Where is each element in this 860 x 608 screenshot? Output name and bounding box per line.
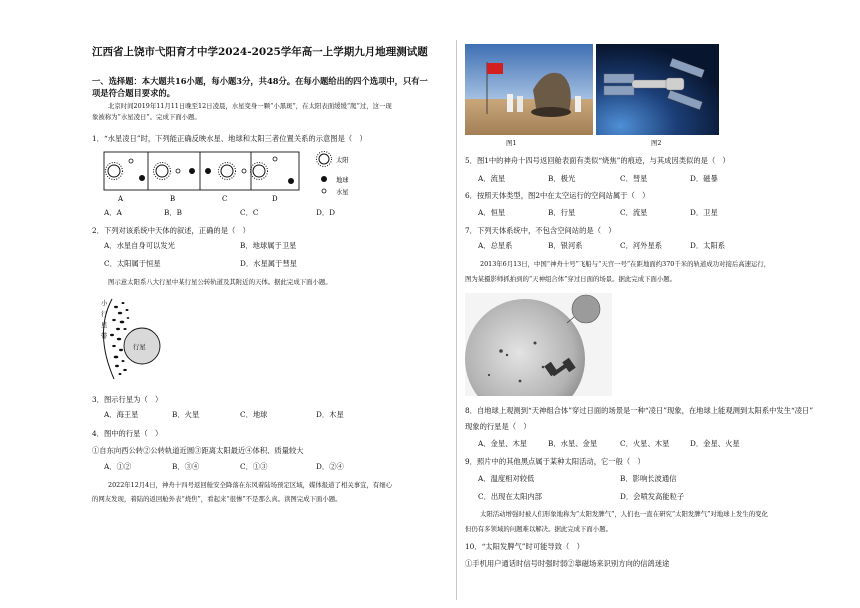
section-heading: 一、选择题：本大题共16小题，每小题3分，共48分。在每小题给出的四个选项中，只有一	[92, 76, 428, 86]
option-a-mercury-icon	[129, 159, 133, 163]
q1-option-d[interactable]: D．D	[316, 208, 335, 217]
q5-option-b[interactable]: B．极光	[548, 174, 576, 183]
q10-statements: ①手机用户通话时信号时强时弱②靠磁场来识别方向的信鸽迷途	[465, 559, 670, 568]
option-a-sun-icon	[106, 163, 123, 180]
asteroid-belt-label: 小行星带	[101, 299, 108, 340]
option-c-sun-icon	[219, 163, 236, 180]
q6-option-b[interactable]: B．行星	[548, 208, 576, 217]
diagram-label-b: B	[170, 195, 176, 203]
intro-paragraph-1: 北京时间2019年11月11日晚至12日凌晨，水星变身一颗“小黑斑”，在太阳表面缓缓“爬”过，这一现	[108, 102, 392, 110]
q1-option-a[interactable]: A．A	[104, 208, 122, 217]
legend-mercury-label: 水星	[336, 189, 349, 196]
flag-icon	[487, 63, 503, 74]
q9-option-b[interactable]: B．影响长波通信	[620, 474, 677, 483]
option-d-mercury-icon	[273, 157, 277, 161]
page-title: 江西省上饶市弋阳育才中学2024-2025学年高一上学期九月地理测试题	[92, 46, 428, 58]
legend-sun-icon	[317, 152, 332, 167]
question-7: 7．下列天体系统中，不包含空间站的是（ ）	[465, 226, 616, 235]
q9-option-a[interactable]: A．温度相对较低	[478, 474, 535, 483]
q1-option-c[interactable]: C．C	[240, 208, 259, 217]
q7-option-b[interactable]: B．银河系	[548, 241, 583, 250]
option-b-mercury-icon	[176, 169, 180, 173]
option-b-earth-icon	[189, 168, 195, 174]
question-8-cont: 现象的行星是（ ）	[465, 422, 531, 431]
q6-option-c[interactable]: C．流星	[620, 208, 648, 217]
capsule-photo	[465, 44, 593, 135]
figure-1-caption: 图1	[506, 139, 517, 147]
q2-option-d[interactable]: D．水星属于彗星	[240, 259, 297, 268]
q8-option-b[interactable]: B．水星、金星	[548, 439, 598, 448]
diagram-label-c: C	[222, 195, 228, 203]
figure-2-caption: 图2	[651, 139, 662, 147]
diagram-label-d: D	[272, 195, 278, 203]
q3-option-a[interactable]: A．海王星	[104, 410, 139, 419]
intro-paragraph-1-cont: 象被称为“水星凌日”。完成下面小题。	[92, 113, 201, 121]
question-1: 1．“水星凌日”时，下列能正确反映水星、地球和太阳三者位置关系的示意图是（ ）	[92, 134, 367, 143]
section-heading-cont: 项是符合题目要求的。	[92, 88, 175, 98]
column-divider	[456, 40, 457, 600]
q7-option-d[interactable]: D．太阳系	[690, 241, 726, 250]
sun-disc	[465, 299, 585, 396]
q9-option-d[interactable]: D．会喷发高能粒子	[620, 492, 685, 501]
q6-option-d[interactable]: D．卫星	[690, 208, 718, 217]
q2-option-a[interactable]: A．水星自身可以发光	[104, 241, 175, 250]
question-5: 5．图1中的神舟十四号返回舱表面有类似“烧焦”的痕迹，与其成因类似的是（ ）	[465, 156, 730, 165]
diagram-label-a: A	[118, 195, 124, 203]
legend-sun-label: 太阳	[336, 157, 349, 164]
option-a-earth-icon	[139, 175, 145, 181]
q8-option-a[interactable]: A．金星、木星	[478, 439, 528, 448]
question-3: 3．图示行星为（ ）	[92, 395, 163, 404]
sun-transit-photo	[465, 293, 612, 396]
q3-option-d[interactable]: D．木星	[316, 410, 344, 419]
legend-earth-label: 地球	[336, 177, 349, 184]
option-c-earth-icon	[205, 168, 211, 174]
q4-option-b[interactable]: B．③④	[172, 462, 200, 471]
q3-option-c[interactable]: C．地球	[240, 410, 268, 419]
option-b-sun-icon	[154, 163, 171, 180]
intro-paragraph-3: 2022年12月4日，神舟十四号返回舱安全降落在东风着陆场预定区域，媒体报道了相关事宜，有细心	[108, 481, 393, 489]
intro-paragraph-2: 图示意太阳系八大行星中某行星公转轨道及其附近的天体。据此完成下面小题。	[108, 278, 332, 286]
legend-earth-icon	[321, 176, 327, 182]
q5-option-d[interactable]: D．磁暴	[690, 174, 718, 183]
question-10: 10．“太阳发脾气”时可能导致（ ）	[465, 542, 584, 551]
q4-statements: ①自东向西公转②公转轨道近圆③距离太阳最近④体积、质量较大	[92, 446, 304, 455]
question-9: 9．照片中的其他黑点属于某种太阳活动，它一般（ ）	[465, 457, 645, 466]
q2-option-b[interactable]: B．地球属于卫星	[240, 241, 297, 250]
intro-paragraph-3-cont: 的网友发现，着陆的返回舱外表“烧焦”，看起来“很惨”不是那么真。读图完成下面小题。	[92, 495, 342, 503]
question-6: 6．按照天体类型，图2中在太空运行的空间站属于（ ）	[465, 191, 650, 200]
q5-option-c[interactable]: C．彗星	[620, 174, 648, 183]
q8-option-d[interactable]: D．金星、火星	[690, 439, 740, 448]
intro-paragraph-5-cont: 但仍有多领域的问题难以解决。据此完成下面小题。	[465, 525, 612, 533]
question-2: 2．下列对该系统中天体的叙述，正确的是（ ）	[92, 226, 250, 235]
intro-paragraph-4-cont: 图为某摄影师抓拍到的“天神组合体”穿过日面的场景。据此完成下面小题。	[465, 275, 677, 283]
question-4: 4．图中的行星（ ）	[92, 429, 163, 438]
q6-option-a[interactable]: A．恒星	[478, 208, 506, 217]
q1-option-b[interactable]: B．B	[164, 208, 183, 217]
legend-mercury-icon	[322, 189, 326, 193]
q3-option-b[interactable]: B．火星	[172, 410, 200, 419]
q9-option-c[interactable]: C．出现在太阳内部	[478, 492, 542, 501]
intro-paragraph-4: 2013年6月13日，中国“神舟十号”飞船与“天宫一号”在距地面约370千米的轨道成功对接后高速运行，	[480, 260, 771, 268]
inset-circle	[572, 295, 600, 323]
question-8: 8．自地球上观测到“天神组合体”穿过日面的场景是一种“凌日”现象，在地球上能观测到太阳系中发生“凌日”	[465, 406, 814, 415]
q4-option-c[interactable]: C．①③	[240, 462, 268, 471]
space-station-photo	[596, 44, 719, 135]
q7-option-c[interactable]: C．河外星系	[620, 241, 663, 250]
option-d-sun-icon	[251, 163, 268, 180]
intro-paragraph-5: 太阳活动增强时被人们形象地称为“太阳发脾气”，人们也一直在研究“太阳发脾气”对地球上发生的变化	[480, 510, 768, 518]
option-c-mercury-icon	[242, 169, 246, 173]
option-d-earth-icon	[288, 178, 294, 184]
q2-option-c[interactable]: C．太阳属于恒星	[104, 259, 161, 268]
q7-option-a[interactable]: A．总星系	[478, 241, 513, 250]
q5-option-a[interactable]: A．流星	[478, 174, 506, 183]
transit-diagram	[104, 149, 444, 207]
q4-option-d[interactable]: D．②④	[316, 462, 344, 471]
q8-option-c[interactable]: C．火星、木星	[620, 439, 670, 448]
q4-option-a[interactable]: A．①②	[104, 462, 132, 471]
planet-label: 行星	[133, 343, 146, 351]
